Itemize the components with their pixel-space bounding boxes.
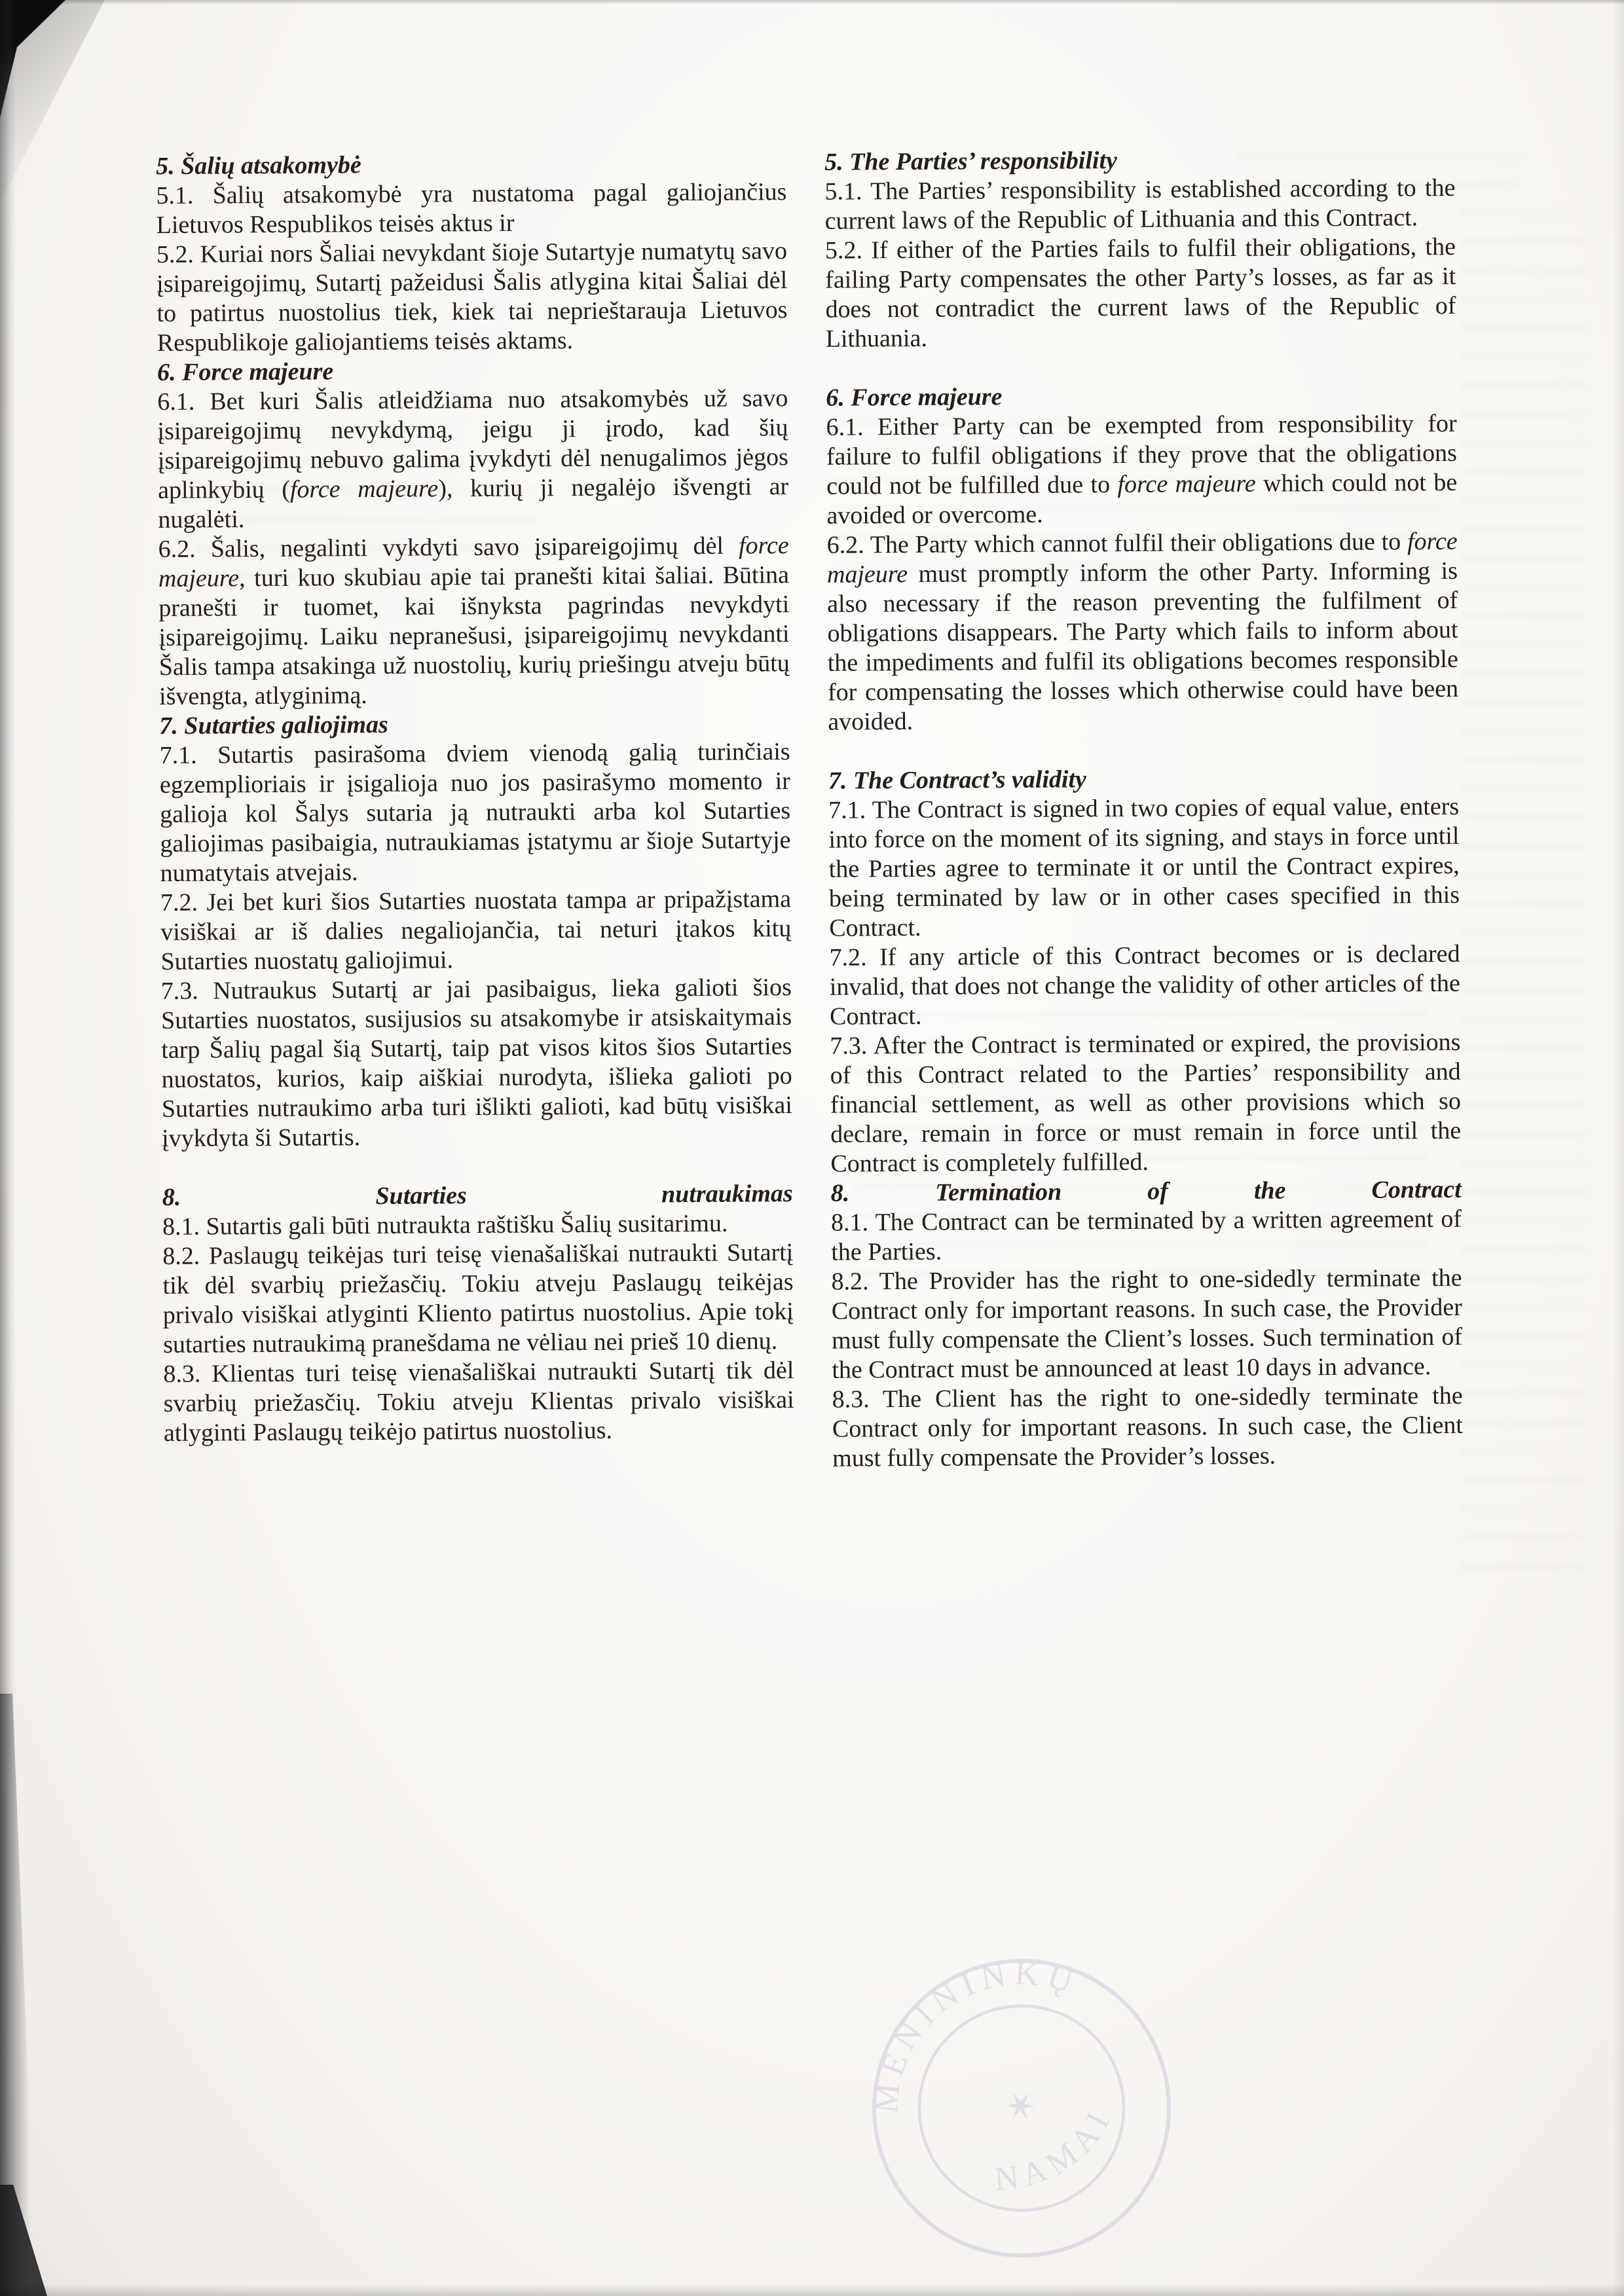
column-english (824, 144, 1463, 1474)
contract-paragraph: 8.2. Paslaugų teikėjas turi teisę vienašališkai nutraukti Sutartį tik dėl svarbių priežasčių. Tokiu atveju Paslaugų teikėjas privalo visiškai atlyginti Kliento patirtus nuostolius. Apie tokį sutarties nutraukimą pranešdama ne vėliau nei prieš 10 dienų. (162, 1239, 794, 1358)
contract-paragraph: 8.2. The Provider has the right to one-sidedly terminate the Contract only for important reasons. In such case, the Provider must fully compensate the Client’s losses. Such termination of the Contract must be announced at least 10 days in advance. (831, 1264, 1463, 1384)
stamp-star-glyph: ✶ (996, 2080, 1046, 2134)
stamp-arc-bottom-text: NAMAI (993, 2101, 1120, 2198)
contract-paragraph: 7.2. If any article of this Contract becomes or is declared invalid, that does not change the validity of other articles of the Contract. (829, 939, 1460, 1030)
right-edge-shadow (1612, 0, 1624, 2296)
contract-content (156, 144, 1464, 1478)
top-edge-shadow (62, 0, 1624, 5)
bleed-through-artifact (1460, 210, 1585, 1584)
contract-paragraph: 5.2. Kuriai nors Šaliai nevykdant šioje Sutartyje numatytų savo įsipareigojimų, Sutartį pažeidusi Šalis atlygina kitai Šaliai dėl to patirtus nuostolius tiek, kiek tai neprieštarauja Lietuvos Respublikoje galiojantiems teisės aktams. (156, 237, 788, 357)
ink-stamp (809, 1895, 1234, 2296)
contract-paragraph: 6.2. Šalis, negalinti vykdyti savo įsipareigojimų dėl force majeure, turi kuo skubiau apie tai pranešti kitai šaliai. Būtina pranešti ir tuomet, kai išnyksta pagrindas nevykdyti įsipareigojimų. Laiku nepranešusi, įsipareigojimų nevykdanti Šalis tampa atsakinga už nuostolių, kurių priešingu atveju būtų išvengta, atlyginimą. (158, 532, 790, 710)
contract-paragraph: 6.2. The Party which cannot fulfil their obligations due to force majeure must promptly inform the other Party. Informing is also necessary if the reason preventing the fulfilment of obligations disappears. The Party which fails to inform about the impediments and fulfil its obligations becomes responsible for compensating the losses which otherwise could have been avoided. (826, 527, 1459, 736)
contract-paragraph: 5.2. If either of the Parties fails to fulfil their obligations, the failing Party compensates the other Party’s losses, as far as it does not contradict the current laws of the Republic of Lithuania. (824, 232, 1456, 353)
contract-paragraph: 7.1. The Contract is signed in two copies of equal value, enters into force on the moment of its signing, and stays in force until the Parties agree to terminate it or until the Contract expires, being terminated by law or in other cases specified in this Contract. (828, 792, 1460, 942)
contract-paragraph: 8.1. Sutartis gali būti nutraukta raštišku Šalių susitarimu. (162, 1209, 728, 1241)
section-heading: 6. Force majeure (157, 357, 334, 386)
section-heading: 7. The Contract’s validity (828, 765, 1087, 795)
bottom-edge-shadow (0, 2284, 1624, 2296)
contract-paragraph: 8.1. The Contract can be terminated by a written agreement of the Parties. (830, 1205, 1462, 1266)
contract-paragraph: 8.3. The Client has the right to one-sidedly terminate the Contract only for important reasons. In such case, the Client must fully compensate the Provider’s losses. (832, 1381, 1464, 1472)
contract-paragraph: 7.2. Jei bet kuri šios Sutarties nuostata tampa ar pripažįstama visiškai ar iš dalies negaliojančia, tai neturi įtakos kitų Sutarties nuostatų galiojimui. (160, 885, 792, 975)
section-heading: 7. Sutarties galiojimas (159, 710, 388, 740)
svg-text:MENININKŲ (828, 1916, 1105, 2129)
section-heading: 6. Force majeure (826, 383, 1003, 412)
contract-paragraph: 8.3. Klientas turi teisę vienašališkai nutraukti Sutartį tik dėl svarbių priežasčių. Tokiu atveju Klientas privalo visiškai atlyginti Paslaugų teikėjo patirtus nuostolius. (163, 1357, 794, 1447)
section-heading: 8. Sutarties nutraukimas (162, 1180, 793, 1211)
contract-paragraph: 5.1. Šalių atsakomybė yra nustatoma pagal galiojančius Lietuvos Respublikos teisės aktus ir (156, 178, 787, 239)
contract-paragraph: 7.3. After the Contract is terminated or expired, the provisions of this Contract related to the Parties’ responsibility and financial settlement, as well as other provisions which so declare, remain in force or must remain in force until the Contract is completely fulfilled. (830, 1028, 1462, 1178)
section-heading: 5. The Parties’ responsibility (824, 147, 1118, 176)
svg-text:NAMAI (976, 2091, 1134, 2213)
stamp-circle-icon (809, 1895, 1234, 2296)
contract-paragraph: 6.1. Bet kuri Šalis atleidžiama nuo atsakomybės už savo įsipareigojimų nevykdymą, jeigu ji įrodo, kad šių įsipareigojimų nebuvo galima įvykdyti dėl nenugalimos jėgos aplinkybių (force majeure), kurių ji negalėjo išvengti ar nugalėti. (157, 384, 789, 534)
column-lithuanian (156, 148, 794, 1478)
stamp-arc-top-text: MENININKŲ (868, 1954, 1084, 2115)
section-heading: 5. Šalių atsakomybė (156, 151, 361, 180)
contract-paragraph: 7.3. Nutraukus Sutartį ar jai pasibaigus, lieka galioti šios Sutarties nuostatos, susijusios su atsakomybe ir atsiskaitymais tarp Šalių pagal šią Sutartį, taip pat visos kitos šios Sutarties nuostatos, kurios, kaip aiškiai nurodyta, išlieka galioti po Sutarties nutraukimo arba turi išlikti galioti, kad būtų visiškai įvykdyta ši Sutartis. (160, 974, 793, 1152)
contract-paragraph: 5.1. The Parties’ responsibility is established according to the current laws of the Republic of Lithuania and this Contract. (824, 173, 1456, 235)
contract-paragraph: 6.1. Either Party can be exempted from responsibility for failure to fulfil obligations if they prove that the obligations could not be fulfilled due to force majeure which could not be avoided or overcome. (826, 409, 1458, 530)
contract-paragraph: 7.1. Sutartis pasirašoma dviem vienodą galią turinčiais egzemplioriais ir įsigalioja nuo jos pasirašymo momento ir galioja kol Šalys sutaria ją nutraukti arba kol Sutarties galiojimas pasibaigia, nutraukiamas įstatymu ar šioje Sutartyje numatytais atvejais. (159, 738, 791, 887)
section-heading: 8. Termination of the Contract (830, 1175, 1462, 1207)
